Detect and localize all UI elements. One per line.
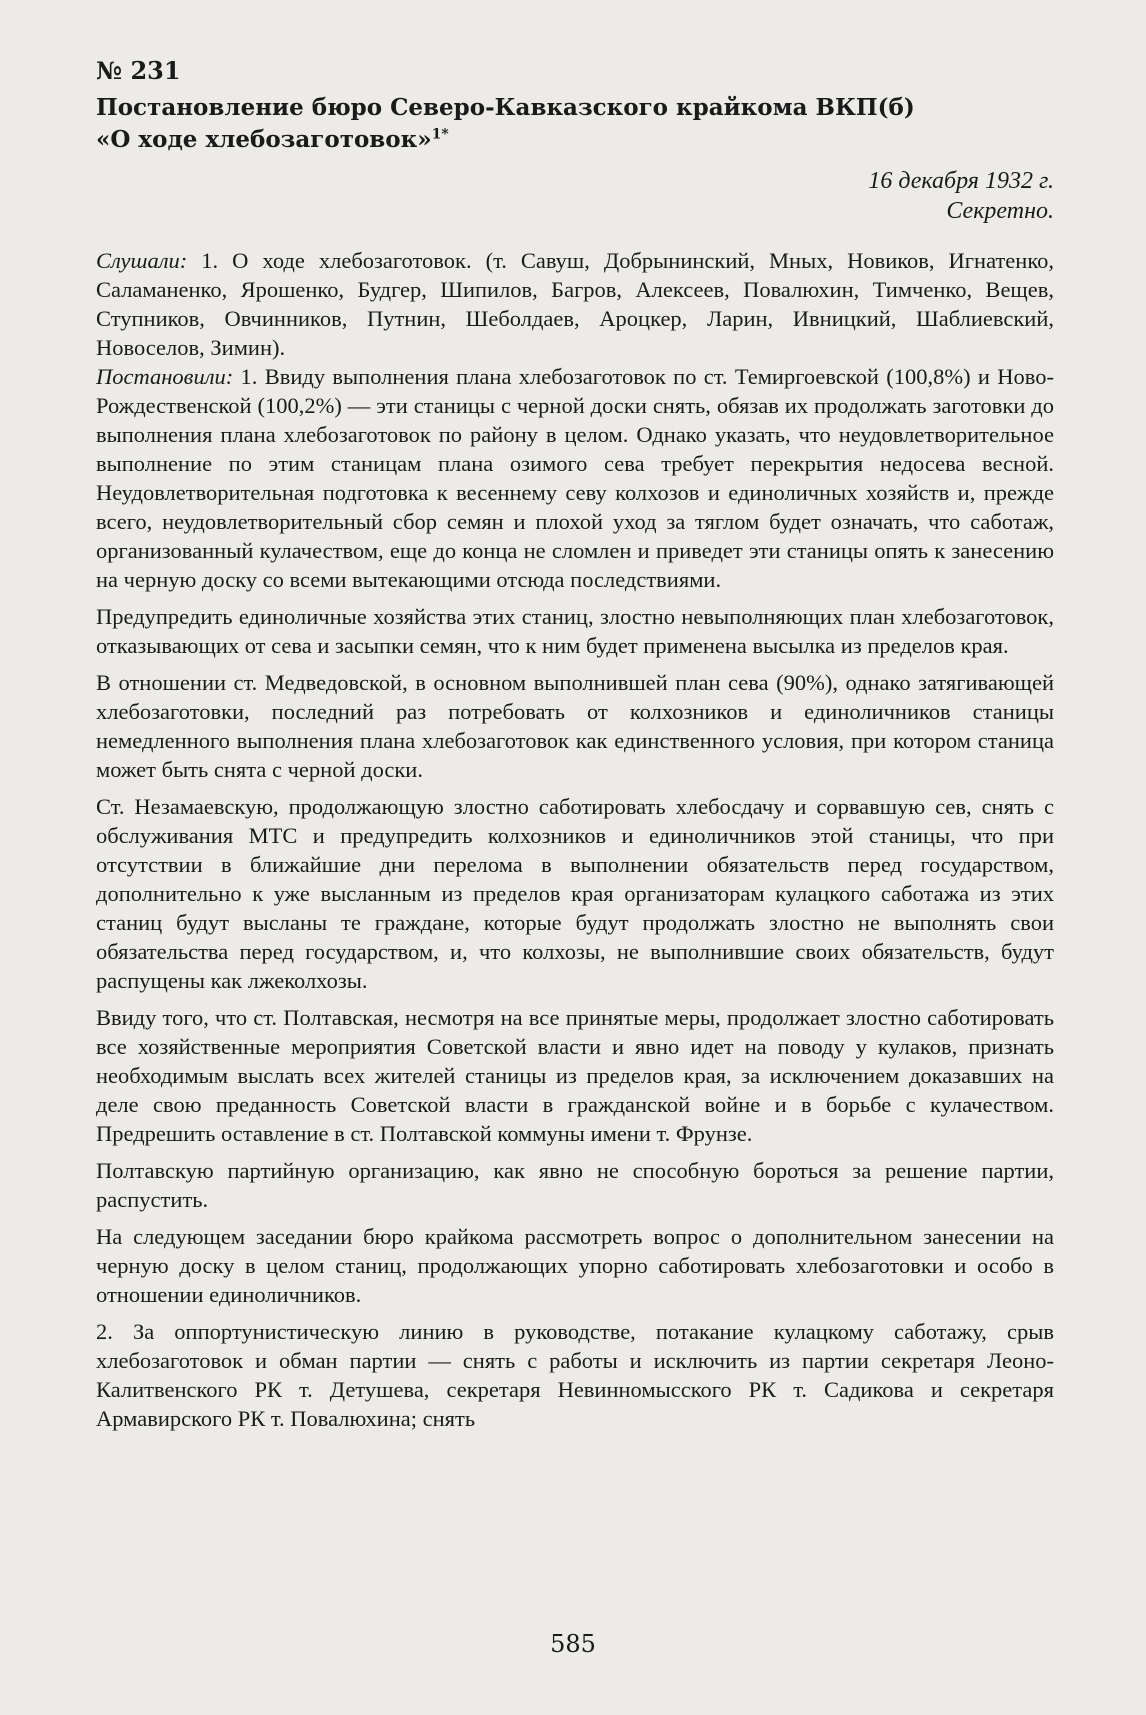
lead-heard: Слушали:	[96, 248, 188, 273]
document-date: 16 декабря 1932 г.	[868, 168, 1054, 194]
paragraph-heard	[96, 246, 1054, 362]
paragraph-6: Ввиду того, что ст. Полтавская, несмотря на все принятые меры, продолжает злостно саботировать все хозяйственные мероприятия Советской власти и явно идет на поводу у кулаков, признать необходимым выслать всех жителей станицы из пределов края, за исключением доказавших на деле свою преданность Советской власти в гражданской войне и в борьбе с кулачеством. Предрешить оставление в ст. Полтавской коммуны имени т. Фрунзе.	[96, 1005, 1054, 1146]
title-line-2-text: «О ходе хлебозаготовок»	[96, 126, 432, 153]
lead-resolved: Постановили:	[96, 364, 234, 389]
paragraph-8: На следующем заседании бюро крайкома рассмотреть вопрос о дополнительном занесении на черную доску в целом станиц, продолжающих упорно саботировать хлебозаготовки и особо в отношении единоличников.	[96, 1224, 1054, 1307]
paragraph-7: Полтавскую партийную организацию, как явно не способную бороться за решение партии, распустить.	[96, 1158, 1054, 1212]
document-classification: Секретно.	[946, 198, 1054, 224]
title-line-2	[96, 124, 1054, 156]
document-number: № 231	[96, 56, 181, 85]
page-number: 585	[550, 1630, 596, 1658]
title-footnote-marker: 1*	[431, 126, 449, 143]
paragraph-3: Предупредить единоличные хозяйства этих станиц, злостно невыполняющих план хлебозаготовок, отказывающих от сева и засыпки семян, что к ним будет применена высылка из пределов края.	[96, 604, 1054, 658]
paragraph-resolved	[96, 362, 1054, 594]
paragraph-heard-text: 1. О ходе хлебозаготовок. (т. Савуш, Добрынинский, Мных, Новиков, Игнатенко, Саламаненко, Ярошенко, Будгер, Шипилов, Багров, Алексеев, Повалюхин, Тимченко, Вещев, Ступников, Овчинников, Путнин, Шеболдаев, Ароцкер, Ларин, Ивницкий, Шаблиевский, Новоселов, Зимин).	[96, 248, 1054, 360]
title-line-1: Постановление бюро Северо-Кавказского крайкома ВКП(б)	[96, 94, 915, 121]
document-title	[96, 92, 1054, 156]
paragraph-resolved-text: 1. Ввиду выполнения плана хлебозаготовок по ст. Темиргоевской (100,8%) и Ново-Рождественской (100,2%) — эти станицы с черной доски снять, обязав их продолжать заготовки до выполнения плана хлебозаготовок по району в целом. Однако указать, что неудовлетворительное выполнение по этим станицам плана озимого сева требует перекрытия недосева весной. Неудовлетворительная подготовка к весеннему севу колхозов и единоличных хозяйств и, прежде всего, неудовлетворительный сбор семян и плохой уход за тяглом будет означать, что саботаж, организованный кулачеством, еще до конца не сломлен и приведет эти станицы опять к занесению на черную доску со всеми вытекающими отсюда последствиями.	[96, 364, 1054, 592]
document-body	[96, 246, 1054, 1433]
document-meta	[96, 166, 1054, 226]
paragraph-9: 2. За оппортунистическую линию в руководстве, потакание кулацкому саботажу, срыв хлебозаготовок и обман партии — снять с работы и исключить из партии секретаря Леоно-Калитвенского РК т. Детушева, секретаря Невинномысского РК т. Садикова и секретаря Армавирского РК т. Повалюхина; снять	[96, 1319, 1054, 1431]
paragraph-5: Ст. Незамаевскую, продолжающую злостно саботировать хлебосдачу и сорвавшую сев, снять с обслуживания МТС и предупредить колхозников и единоличников этой станицы, что при отсутствии в ближайшие дни перелома в выполнении обязательств перед государством, дополнительно к уже высланным из пределов края организаторам кулацкого саботажа из этих станиц будут высланы те граждане, которые будут продолжать злостно не выполнять свои обязательства перед государством, и, что колхозы, не выполнившие своих обязательств, будут распущены как лжеколхозы.	[96, 794, 1054, 993]
paragraph-4: В отношении ст. Медведовской, в основном выполнившей план сева (90%), однако затягивающей хлебозаготовки, последний раз потребовать от колхозников и единоличников станицы немедленного выполнения плана хлебозаготовок как единственного условия, при котором станица может быть снята с черной доски.	[96, 670, 1054, 782]
